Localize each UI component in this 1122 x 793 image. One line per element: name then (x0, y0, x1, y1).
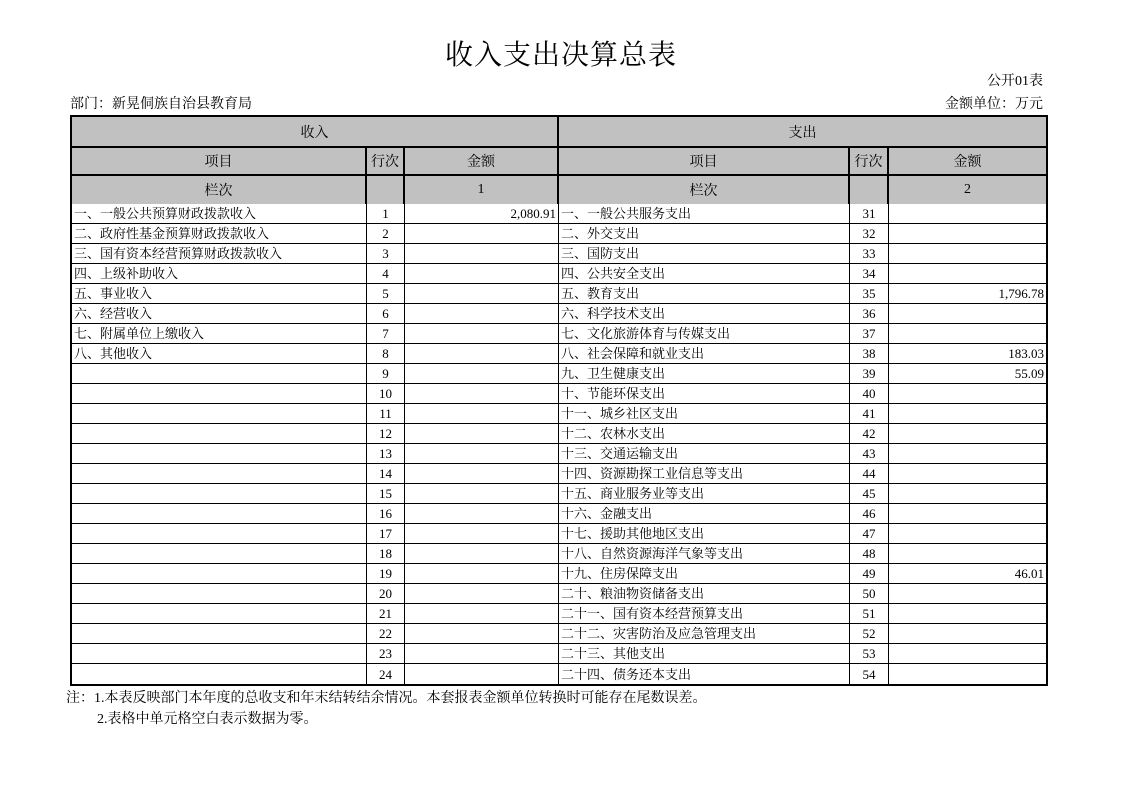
expense-item-cell: 十九、住房保障支出 (559, 564, 850, 584)
expense-amount-cell (889, 264, 1046, 284)
meta-line (70, 93, 1043, 113)
section-header-row (72, 117, 1046, 148)
expense-amount-cell (889, 404, 1046, 424)
table-row (72, 424, 1046, 444)
expense-amount-cell (889, 444, 1046, 464)
expense-item-cell: 十八、自然资源海洋气象等支出 (559, 544, 850, 564)
expense-line-cell: 36 (850, 304, 889, 324)
table-row (72, 324, 1046, 344)
expense-amount-cell (889, 304, 1046, 324)
table-row (72, 524, 1046, 544)
expense-line-cell: 54 (850, 664, 889, 684)
income-line-cell: 19 (367, 564, 405, 584)
department-label: 部门：新晃侗族自治县教育局 (70, 97, 252, 112)
expense-item-cell: 六、科学技术支出 (559, 304, 850, 324)
table-row (72, 284, 1046, 304)
income-amount-cell (405, 424, 559, 444)
income-line-cell: 13 (367, 444, 405, 464)
expense-line-cell: 38 (850, 344, 889, 364)
table-row (72, 664, 1046, 684)
income-amount-cell (405, 244, 559, 264)
income-item-cell (72, 624, 367, 644)
table-body (72, 204, 1046, 684)
expense-line-cell: 31 (850, 204, 889, 224)
income-amount-cell (405, 344, 559, 364)
income-item-cell (72, 424, 367, 444)
income-amount-cell (405, 284, 559, 304)
expense-line-cell: 47 (850, 524, 889, 544)
expense-item-cell: 七、文化旅游体育与传媒支出 (559, 324, 850, 344)
expense-amount-cell (889, 224, 1046, 244)
expense-item-cell: 十五、商业服务业等支出 (559, 484, 850, 504)
income-index-label: 栏次 (72, 176, 367, 204)
income-item-cell (72, 464, 367, 484)
expense-item-cell: 八、社会保障和就业支出 (559, 344, 850, 364)
table-row (72, 644, 1046, 664)
expense-item-cell: 十一、城乡社区支出 (559, 404, 850, 424)
income-amount-cell (405, 444, 559, 464)
expense-line-cell: 52 (850, 624, 889, 644)
page-title: 收入支出决算总表 (444, 40, 677, 71)
expense-amount-cell (889, 604, 1046, 624)
income-line-cell: 5 (367, 284, 405, 304)
expense-item-cell: 二十四、债务还本支出 (559, 664, 850, 684)
footnotes (66, 688, 1056, 730)
income-col-index: 1 (405, 176, 559, 204)
income-line-cell: 6 (367, 304, 405, 324)
expense-line-cell: 33 (850, 244, 889, 264)
expense-item-cell: 十六、金融支出 (559, 504, 850, 524)
expense-item-cell: 九、卫生健康支出 (559, 364, 850, 384)
expense-amount-cell: 183.03 (889, 344, 1046, 364)
expense-line-cell: 48 (850, 544, 889, 564)
expense-item-cell: 十三、交通运输支出 (559, 444, 850, 464)
income-line-cell: 18 (367, 544, 405, 564)
expense-line-cell: 49 (850, 564, 889, 584)
income-item-cell (72, 644, 367, 664)
table-row (72, 384, 1046, 404)
income-line-cell: 10 (367, 384, 405, 404)
income-item-cell: 八、其他收入 (72, 344, 367, 364)
expense-amount-cell: 1,796.78 (889, 284, 1046, 304)
income-line-cell: 23 (367, 644, 405, 664)
table-row (72, 364, 1046, 384)
table-row (72, 504, 1046, 524)
expense-line-header: 行次 (850, 148, 889, 176)
footnote-2: 2.表格中单元格空白表示数据为零。 (97, 712, 318, 727)
income-item-cell: 六、经营收入 (72, 304, 367, 324)
expense-item-cell: 十七、援助其他地区支出 (559, 524, 850, 544)
table-row (72, 304, 1046, 324)
income-amount-cell (405, 364, 559, 384)
table-row (72, 544, 1046, 564)
expense-line-cell: 50 (850, 584, 889, 604)
unit-label: 金额单位：万元 (945, 97, 1043, 112)
expense-amount-cell (889, 584, 1046, 604)
income-item-cell (72, 384, 367, 404)
income-amount-cell (405, 384, 559, 404)
income-item-cell (72, 504, 367, 524)
expense-index-spacer (850, 176, 889, 204)
expense-amount-cell (889, 664, 1046, 684)
income-line-cell: 20 (367, 584, 405, 604)
expense-amount-cell (889, 204, 1046, 224)
expense-amount-cell (889, 244, 1046, 264)
expense-item-cell: 二、外交支出 (559, 224, 850, 244)
income-amount-cell (405, 524, 559, 544)
expense-item-cell: 十二、农林水支出 (559, 424, 850, 444)
expense-amount-cell (889, 624, 1046, 644)
expense-line-cell: 39 (850, 364, 889, 384)
income-line-header: 行次 (367, 148, 405, 176)
expense-line-cell: 37 (850, 324, 889, 344)
income-item-cell (72, 484, 367, 504)
income-amount-cell: 2,080.91 (405, 204, 559, 224)
income-amount-cell (405, 224, 559, 244)
income-line-cell: 7 (367, 324, 405, 344)
income-item-cell (72, 444, 367, 464)
expense-line-cell: 41 (850, 404, 889, 424)
expense-amount-cell (889, 544, 1046, 564)
expense-amount-cell (889, 464, 1046, 484)
expense-item-cell: 十、节能环保支出 (559, 384, 850, 404)
expense-item-cell: 二十二、灾害防治及应急管理支出 (559, 624, 850, 644)
income-line-cell: 4 (367, 264, 405, 284)
expense-line-cell: 43 (850, 444, 889, 464)
table-row (72, 244, 1046, 264)
table-code-label: 公开01表 (987, 74, 1043, 89)
income-item-cell (72, 664, 367, 684)
table-row (72, 604, 1046, 624)
income-line-cell: 9 (367, 364, 405, 384)
income-amount-cell (405, 544, 559, 564)
expense-line-cell: 34 (850, 264, 889, 284)
income-item-cell (72, 604, 367, 624)
income-amount-cell (405, 624, 559, 644)
table-row (72, 344, 1046, 364)
income-item-header: 项目 (72, 148, 367, 176)
expense-line-cell: 45 (850, 484, 889, 504)
income-line-cell: 14 (367, 464, 405, 484)
income-line-cell: 16 (367, 504, 405, 524)
table-row (72, 444, 1046, 464)
income-line-cell: 21 (367, 604, 405, 624)
income-item-cell: 二、政府性基金预算财政拨款收入 (72, 224, 367, 244)
expense-amount-cell: 46.01 (889, 564, 1046, 584)
expense-section-header: 支出 (559, 117, 1046, 148)
expense-line-cell: 46 (850, 504, 889, 524)
income-amount-cell (405, 664, 559, 684)
income-amount-cell (405, 504, 559, 524)
expense-amount-header: 金额 (889, 148, 1046, 176)
table-row (72, 584, 1046, 604)
table-row (72, 484, 1046, 504)
expense-line-cell: 51 (850, 604, 889, 624)
income-line-cell: 22 (367, 624, 405, 644)
table-row (72, 464, 1046, 484)
income-line-cell: 11 (367, 404, 405, 424)
table-row (72, 264, 1046, 284)
income-index-spacer (367, 176, 405, 204)
income-amount-cell (405, 464, 559, 484)
expense-item-cell: 五、教育支出 (559, 284, 850, 304)
expense-line-cell: 35 (850, 284, 889, 304)
income-amount-cell (405, 604, 559, 624)
income-line-cell: 24 (367, 664, 405, 684)
income-amount-cell (405, 644, 559, 664)
income-item-cell: 三、国有资本经营预算财政拨款收入 (72, 244, 367, 264)
table-header (72, 117, 1046, 204)
expense-amount-cell (889, 644, 1046, 664)
expense-col-index: 2 (889, 176, 1046, 204)
expense-item-cell: 二十、粮油物资储备支出 (559, 584, 850, 604)
income-item-cell: 五、事业收入 (72, 284, 367, 304)
expense-item-cell: 三、国防支出 (559, 244, 850, 264)
income-line-cell: 15 (367, 484, 405, 504)
income-item-cell: 七、附属单位上缴收入 (72, 324, 367, 344)
income-line-cell: 3 (367, 244, 405, 264)
expense-item-cell: 四、公共安全支出 (559, 264, 850, 284)
column-index-row (72, 176, 1046, 204)
income-line-cell: 8 (367, 344, 405, 364)
income-line-cell: 1 (367, 204, 405, 224)
income-item-cell (72, 584, 367, 604)
expense-amount-cell (889, 484, 1046, 504)
table-row (72, 224, 1046, 244)
income-item-cell (72, 544, 367, 564)
income-amount-cell (405, 264, 559, 284)
table-row (72, 404, 1046, 424)
expense-amount-cell: 55.09 (889, 364, 1046, 384)
expense-amount-cell (889, 384, 1046, 404)
income-amount-cell (405, 584, 559, 604)
income-amount-cell (405, 324, 559, 344)
column-header-row (72, 148, 1046, 176)
income-item-cell: 一、一般公共预算财政拨款收入 (72, 204, 367, 224)
income-item-cell (72, 524, 367, 544)
expense-amount-cell (889, 324, 1046, 344)
table-row (72, 624, 1046, 644)
expense-amount-cell (889, 504, 1046, 524)
expense-amount-cell (889, 524, 1046, 544)
expense-line-cell: 40 (850, 384, 889, 404)
table-row (72, 204, 1046, 224)
expense-line-cell: 42 (850, 424, 889, 444)
expense-item-header: 项目 (559, 148, 850, 176)
income-line-cell: 2 (367, 224, 405, 244)
expense-item-cell: 二十一、国有资本经营预算支出 (559, 604, 850, 624)
income-amount-cell (405, 484, 559, 504)
income-item-cell (72, 564, 367, 584)
income-item-cell (72, 404, 367, 424)
income-amount-cell (405, 304, 559, 324)
income-item-cell: 四、上级补助收入 (72, 264, 367, 284)
income-amount-cell (405, 404, 559, 424)
expense-line-cell: 53 (850, 644, 889, 664)
income-amount-header: 金额 (405, 148, 559, 176)
footnote-1: 注：1.本表反映部门本年度的总收支和年末结转结余情况。本套报表金额单位转换时可能存在尾数误差。 (66, 691, 707, 706)
expense-index-label: 栏次 (559, 176, 850, 204)
expense-item-cell: 十四、资源勘探工业信息等支出 (559, 464, 850, 484)
income-item-cell (72, 364, 367, 384)
expense-line-cell: 44 (850, 464, 889, 484)
expense-item-cell: 二十三、其他支出 (559, 644, 850, 664)
expense-line-cell: 32 (850, 224, 889, 244)
income-section-header: 收入 (72, 117, 559, 148)
income-line-cell: 17 (367, 524, 405, 544)
income-amount-cell (405, 564, 559, 584)
summary-table (70, 115, 1048, 686)
expense-amount-cell (889, 424, 1046, 444)
income-line-cell: 12 (367, 424, 405, 444)
expense-item-cell: 一、一般公共服务支出 (559, 204, 850, 224)
table-row (72, 564, 1046, 584)
